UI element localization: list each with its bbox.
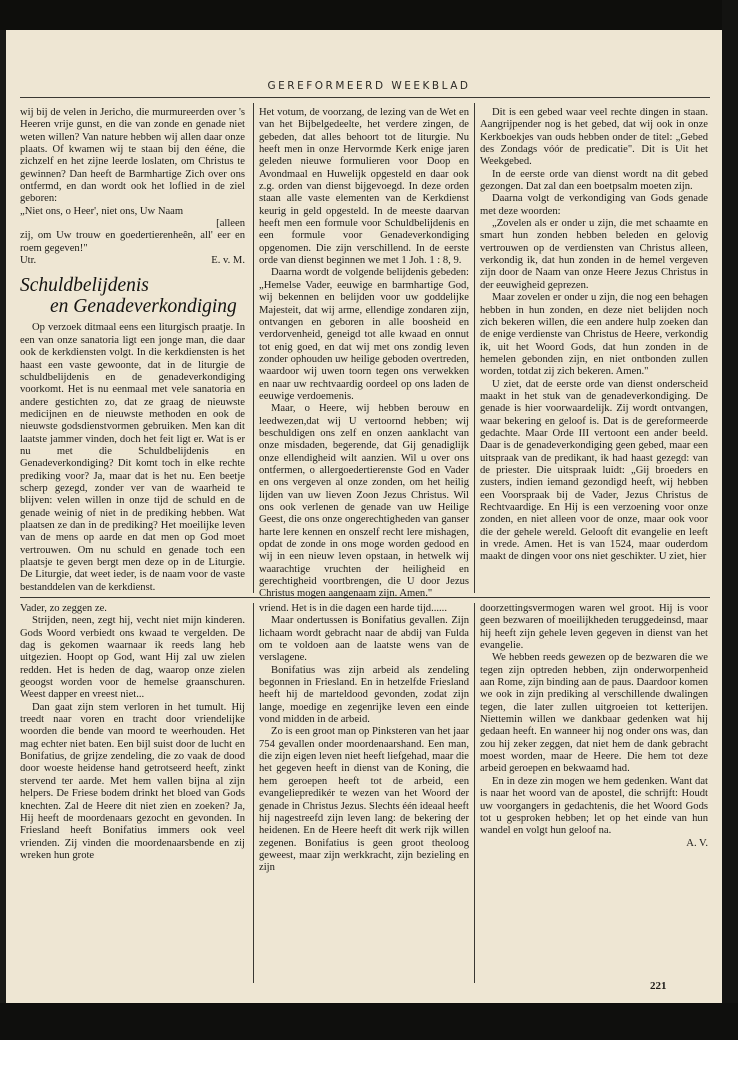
top-column-1 (20, 107, 245, 594)
psalm-quote-continuation: [alleen (216, 218, 245, 230)
paragraph: wij bij de velen in Jericho, die murmureerden over 's Heeren vrije gunst, en die van zonde en genade niet weten willen? Van nature hebben wij allen daar onze plaats. Of kwamen wij te staan bij den ééne, die zichzelf en het zijne leerde loslaten, om Christus te gewinnen? Dan heeft de Barmhartige Zich over ons ontfermd, en dan wordt ook het loflied in de ziel geboren: (20, 107, 245, 205)
scan-border-right (722, 0, 738, 1040)
signature-line (20, 255, 245, 267)
signature-author: E. v. M. (211, 255, 245, 267)
paragraph: Maar ondertussen is Bonifatius gevallen. Zijn lichaam wordt gebracht naar de abdij van Fulda om te voldoen aan de laatste wens van de verslagene. (259, 615, 469, 664)
paragraph: We hebben reeds gewezen op de bezwaren die we tegen zijn optreden hebben, zijn onderworpenheid aan Rome, zijn binding aan de paus. Daardoor komen we ook in zijn prediking al verschillende dwalingen tegen, die later zullen uitgroeien tot ketterijen. Niettemin willen we dankbaar gedenken wat hij gedaan heeft. En wanneer hij nog onder ons was, dan zou hij zeker zeggen, dat niet hem de dank gebracht moest worden, maar de Heere. Die hem tot deze arbeid geroepen en bekwaamd had. (480, 652, 708, 775)
signature-place: Utr. (20, 255, 37, 267)
paragraph: doorzettingsvermogen waren wel groot. Hij is voor geen bezwaren of moeilijkheden teruggedeinsd, maar hij heeft zijn gehele leven gegeven in dienst van het evangelie. (480, 603, 708, 652)
article-title-line-1: Schuldbelijdenis (20, 275, 149, 297)
page-number: 221 (650, 980, 667, 992)
paragraph: vriend. Het is in die dagen een harde tijd...... (259, 603, 447, 614)
paragraph: Maar zovelen er onder u zijn, die nog een behagen hebben in hun zonden, en deze niet belijden noch zich bekeren willen, die een andere hulp zoeken dan de enige verdienste van Christus de Heere, verkondig ik, uit het Woord Gods, dat hun zonden in de hemelen gebonden zijn, en niet ontbonden zullen worden, totdat zij zich bekeren. Amen." (480, 292, 708, 378)
bottom-column-2 (259, 603, 469, 875)
column-rule-bottom-2 (474, 603, 475, 983)
header-rule (20, 97, 710, 98)
bottom-column-3 (480, 603, 708, 850)
paragraph: Maar, o Heere, wij hebben berouw en leedwezen,dat wij U vertoornd hebben; wij beschuldigen ons zelf en onzen aanklacht van onze misdaden, begerende, dat Gij genadiglijk onze ellendigheid wilt aanzien. Wil u over ons ontfermen, o allergoedertierenste God en Vader en ons vergeven al onze zonden, om het heilig lijden van uw lieven Zoon Jezus Christus. Wil ons ook verlenen de genade van uw Heilige Geest, die ons onze ongerechtigheden van ganser harte lere kennen en onszelf recht lere mishagen, opdat de zonde in ons moge worden gedood en wij in een nieuw leven opstaan, in hetwelk wij waarachtige vruchten der heiligheid en gerechtigheid voortbrengen, die U door Jezus Christus mogen aangenaam zijn. Amen." (259, 403, 469, 600)
article-title-line-2: en Genadeverkondiging (50, 296, 237, 318)
scan-border-bottom (0, 1003, 738, 1040)
paragraph: Strijden, neen, zegt hij, vecht niet mijn kinderen. Gods Woord verbiedt ons kwaad te vergelden. De dag is gekomen waarnaar ik reeds lang heb uitgezien. Hoopt op God, want Hij zal uw zielen redden. Het is heden de dag, waarop onze zielen geoogst worden voor de hemelse graanschuren. Weest dapper en vreest niet... (20, 615, 245, 701)
paragraph: Bonifatius was zijn arbeid als zendeling begonnen in Friesland. En in hetzelfde Friesland heeft hij de marteldood gevonden, zodat zijn lange, moedige en zegenrijke leven een einde vond midden in de arbeid. (259, 664, 469, 726)
psalm-quote: „Niet ons, o Heer', niet ons, Uw Naam (20, 205, 184, 217)
top-column-2 (259, 107, 469, 601)
paragraph: Daarna volgt de verkondiging van Gods genade met deze woorden: (480, 193, 708, 217)
top-column-3 (480, 107, 708, 564)
paragraph: In de eerste orde van dienst wordt na dit gebed gezongen. Dat zal dan een boetpsalm moeten zijn. (480, 168, 708, 193)
article-title (20, 275, 245, 317)
paragraph: Vader, zo zeggen ze. (20, 603, 107, 614)
paragraph: U ziet, dat de eerste orde van dienst onderscheid maakt in het stuk van de genadeverkondiging. De genade is hier voorwaardelijk. Zij wordt ontvangen, waar bekering en geloof is. Dat is de gereformeerde gedachte. Maar Orde III vertoont een ander beeld. Daar is de genadeverkondiging geen gebed, maar een uitspraak van de predikant, ik had haast gezegd: van de priester. Die uitspraak luidt: „Gij broeders en zusters, indien iemand gezondigd heeft, wij hebben een Voorspraak bij de Vader, Jezus Christus de Rechtvaardige. En Hij is een verzoening voor onze zonden, en niet alleen voor de onze, maar ook voor die der gehele wereld. Gelooft dit evangelie en leeft in vrede. Amen. Het is van 1524, maar ouderdom maakt de dingen voor ons niet geschikter. U ziet, hier (480, 378, 708, 563)
psalm-quote-end: zij, om Uw trouw en goedertierenheên, all' eer en roem gegeven!" (20, 230, 245, 254)
signature-initials: A. V. (686, 837, 708, 849)
paragraph: Zo is een groot man op Pinksteren van het jaar 754 gevallen onder moordenaarshand. Een man, die zijn eigen leven niet heeft liefgehad, maar die het gegeven heeft in dienst van de Koning, die hem geroepen heeft tot de arbeid, een evangeliepredikér te wezen van het Woord der genade in Christus Jezus. Slechts één ideaal heeft hij nagestreefd zijn leven lang: de bekering der heidenen. En de Heere heeft dit werk rijk willen zegenen. Bonifatius is geen groot theoloog geweest, maar zijn werkkracht, zijn bezieling en zijn (259, 726, 469, 874)
paragraph: Dit is een gebed waar veel rechte dingen in staan. Aangrijpender nog is het gebed, dat wij ook in onze Kerkboekjes van ouds hebben onder de titel: „Gebed des Zondags vóór de predicatie". Dit is Uit het Weekgebed. (480, 107, 708, 168)
running-header: GEREFORMEERD WEEKBLAD (267, 80, 471, 92)
bottom-column-1 (20, 603, 245, 862)
column-rule-top-2 (474, 103, 475, 593)
paragraph: Het votum, de voorzang, de lezing van de Wet en van het Bijbelgedeelte, het verdere zingen, de gebeden, dat alles behoort tot de liturgie. Nu heeft men in onze Hervormde Kerk enige jaren geleden nieuwe formulieren voor Doop en Avondmaal en Huwelijk opgesteld en daar ook z.g. orden van dienst bijgevoegd. In deze orden staan alle vaste elementen van de Kerkdienst keurig in geld opgesteld. In de meeste daarvan heeft men een formule voor Schuldbelijdenis en een formule voor Genadeverkondiging opgenomen. Die zijn verschillend. In de eerste orde van dienst beginnen we met 1 Joh. 1 : 8, 9. (259, 107, 469, 267)
paragraph: Dan gaat zijn stem verloren in het tumult. Hij treedt naar voren en tracht door vriendelijke woorden die bende van moord te weerhouden. Het mag echter niet baten. Een bijl suist door de lucht en Bonifatius, de grijze zendeling, die zo vaak de dood door woeste heidense hand getrotseerd heeft, zinkt stervend ter aarde. Met hem vallen bijna al zijn helpers. De Friese bodem drinkt het bloed van Gods knechten. Zal de Heere dit niet zien en zoeken? Ja, Hij heeft de moordenaars gezocht en gevonden. In Friesland heeft Bonifatius immers ook veel vrienden. Zij vinden die moordenaarsbende en zij wreken hun grote (20, 701, 245, 861)
column-rule-top-1 (253, 103, 254, 593)
paragraph: Daarna wordt de volgende belijdenis gebeden: „Hemelse Vader, eeuwige en barmhartige God, wij bekennen en belijden voor uw goddelijke Majesteit, dat wij arme, ellendige zondaren zijn, ontvangen en geboren in alle boosheid en verdorvenheid, geneigd tot alle kwaad en onnut tot enig goed, en dat wij met ons zondig leven zonder ophouden uw heilige geboden overtreden, waardoor wij uwen toorn tegen ons verwekken en naar uw rechtvaardig oordeel op ons laden de eeuwige verdoemenis. (259, 267, 469, 402)
paragraph: Op verzoek ditmaal eens een liturgisch praatje. In een van onze sanatoria ligt een jonge man, die daar ook de kerkdiensten volgt. In die kerkdiensten is het haast een vaste gewoonte, dat in de liturgie de schuldbelijdenis en de genadeverkondiging voorkomt. Het is nu eenmaal met vele sanatoria en andere gestichten zo, dat ze graag de nieuwste medicijnen en de nieuwste methoden en ook de nieuwste godsdienstvormen gebruiken. Men kan dit laatste jammer vinden, doch het feit ligt er. Wat is er nu met die Schuldbelijdenis en Genadeverkondiging? Dit komt toch in elke rechte prediking voor? Ja, maar dat is het nu. Een beetje scherp gezegd, zonder ver van de waarheid te blijven: velen willen in onze tijd de schuld en de genade weinig of niet in de prediking hebben. Wat plaatsen ze dan in de prediking? Het moeilijke leven van de mens op aarde en dat men op God moet vertrouwen. Om nu schuld en genade toch een plaatsje te geven bergt men deze op in de Liturgie. De Liturgie, dat weet ieder, is de naam voor de vaste bestanddelen van de kerkdienst. (20, 322, 245, 593)
paragraph: En in deze zin mogen we hem gedenken. Want dat is naar het woord van de apostel, die schrijft: Houdt uw voorgangers in gedachtenis, die het Woord Gods tot u gesproken hebben; let op het einde van hun wandel en volgt hun geloof na. (480, 775, 708, 837)
paragraph: „Zovelen als er onder u zijn, die met schaamte en smart hun zonden hebben beleden en gelovig vertrouwen op de verdiensten van Christus alleen, verkondig ik, dat hun zonden in de hemel vergeven zijn door de Naam van onze Heere Jezus Christus in der eeuwigheid geprezen. (480, 218, 708, 291)
column-rule-bottom-1 (253, 603, 254, 983)
